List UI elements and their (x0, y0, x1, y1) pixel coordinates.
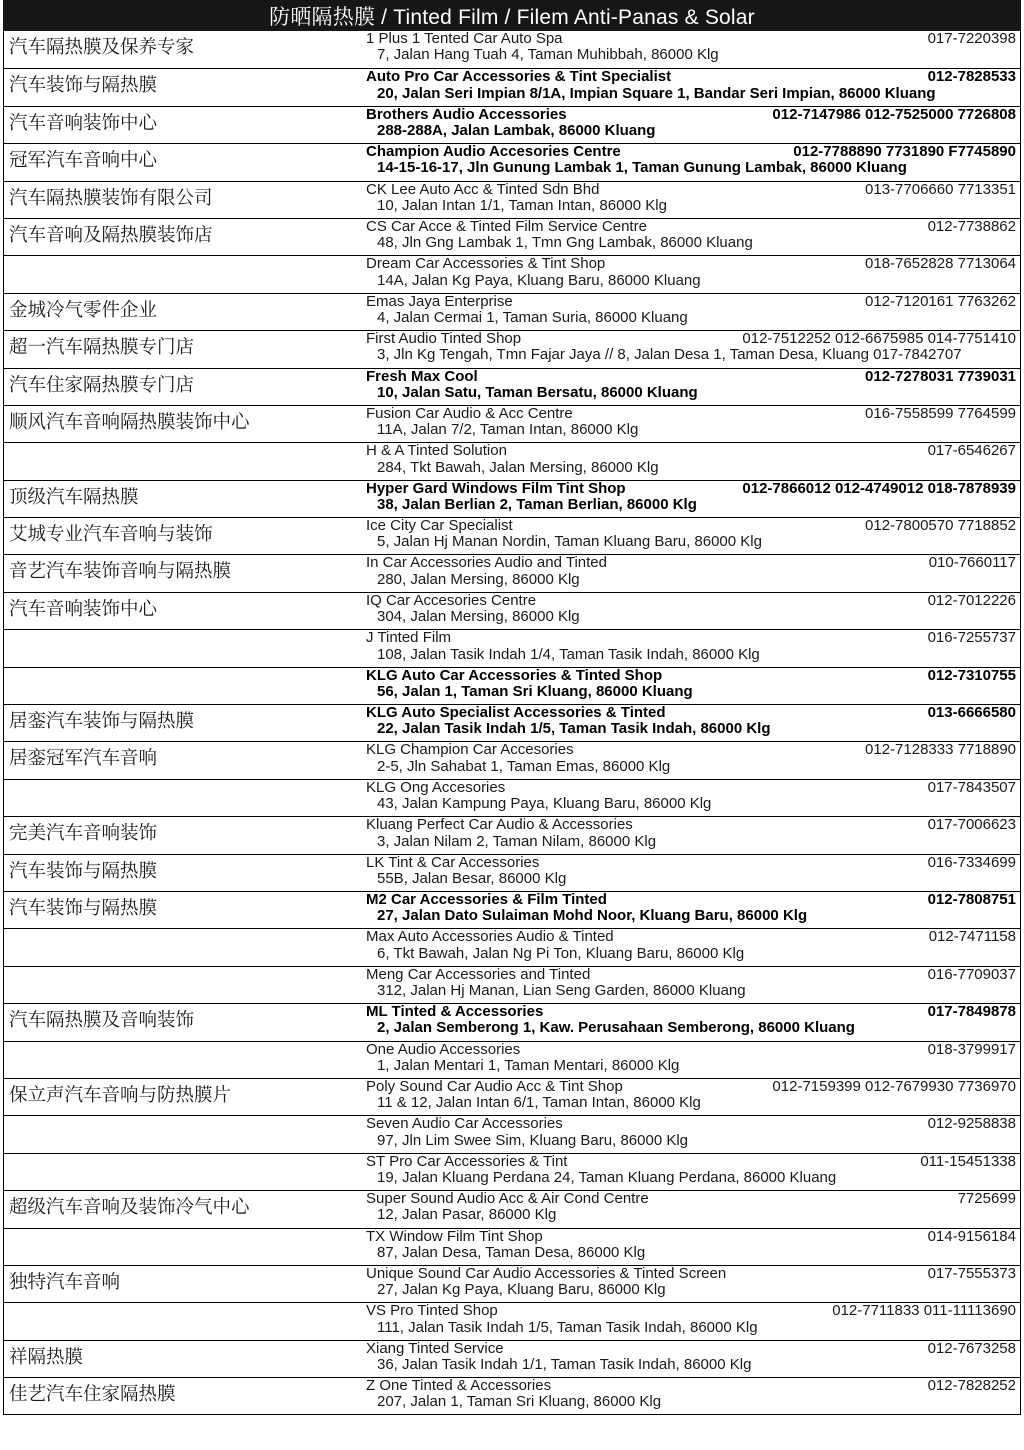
business-name: Poly Sound Car Audio Acc & Tint Shop (366, 1078, 623, 1095)
listing-row (4, 854, 1020, 891)
business-info (362, 369, 1020, 405)
listing-row (4, 293, 1020, 330)
business-info (362, 1004, 1020, 1040)
chinese-name (4, 668, 362, 704)
business-info (362, 331, 1020, 367)
business-address: 20, Jalan Seri Impian 8/1A, Impian Square 1, Bandar Seri Impian, 86000 Kluang (377, 84, 936, 102)
business-address: 312, Jalan Hj Manan, Lian Seng Garden, 86000 Kluang (377, 982, 746, 1000)
business-address: 27, Jalan Dato Sulaiman Mohd Noor, Kluang Baru, 86000 Klg (377, 907, 808, 925)
business-info (362, 1341, 1020, 1377)
phone-number: 017-7006623 (927, 817, 1016, 834)
business-name: Seven Audio Car Accessories (366, 1116, 563, 1133)
business-info (362, 31, 1020, 68)
listing-row (4, 1153, 1020, 1190)
business-name: KLG Auto Car Accessories & Tinted Shop (366, 667, 663, 684)
business-info (362, 1266, 1020, 1302)
phone-number: 012-7128333 7718890 (865, 742, 1016, 759)
listing-row (4, 1115, 1020, 1152)
phone-number: 012-7278031 7739031 (865, 368, 1016, 385)
phone-number: 012-7512252 012-6675985 014-7751410 (742, 331, 1016, 348)
business-info (362, 705, 1020, 741)
chinese-name: 超级汽车音响及装饰冷气中心 (9, 1197, 250, 1219)
business-info (362, 107, 1020, 143)
chinese-name: 冠军汽车音响中心 (9, 150, 158, 172)
chinese-name: 完美汽车音响装饰 (9, 823, 158, 845)
listing-row (4, 891, 1020, 928)
business-info (362, 1191, 1020, 1227)
listing-row (4, 143, 1020, 180)
business-address: 1, Jalan Mentari 1, Taman Mentari, 86000 Klg (377, 1056, 680, 1074)
phone-number: 014-9156184 (927, 1228, 1016, 1245)
chinese-name: 超一汽车隔热膜专门店 (9, 337, 195, 359)
business-address: 207, Jalan 1, Taman Sri Kluang, 86000 Klg (377, 1393, 662, 1411)
business-address: 5, Jalan Hj Manan Nordin, Taman Kluang Baru, 86000 Klg (377, 533, 762, 551)
business-name: M2 Car Accessories & Film Tinted (366, 891, 607, 908)
business-name: First Audio Tinted Shop (366, 331, 522, 348)
chinese-name (4, 256, 362, 292)
listing-row (4, 330, 1020, 367)
business-address: 10, Jalan Intan 1/1, Taman Intan, 86000 Klg (377, 196, 667, 214)
business-name: VS Pro Tinted Shop (366, 1303, 498, 1320)
business-name: 1 Plus 1 Tented Car Auto Spa (366, 31, 563, 47)
business-address: 10, Jalan Satu, Taman Bersatu, 86000 Kluang (377, 383, 698, 401)
business-address: 19, Jalan Kluang Perdana 24, Taman Kluang Perdana, 86000 Kluang (377, 1169, 837, 1187)
chinese-name: 顶级汽车隔热膜 (9, 486, 139, 508)
chinese-name (4, 1116, 362, 1152)
business-name: IQ Car Accesories Centre (366, 592, 537, 609)
business-name: Max Auto Accessories Audio & Tinted (366, 929, 614, 946)
listing-row (4, 218, 1020, 255)
listing-row (4, 480, 1020, 517)
directory-page (3, 0, 1021, 1415)
business-name: Hyper Gard Windows Film Tint Shop (366, 480, 626, 497)
phone-number: 012-7673258 (927, 1340, 1016, 1357)
chinese-name: 艾城专业汽车音响与装饰 (9, 524, 213, 546)
phone-number: 011-15451338 (920, 1153, 1016, 1170)
business-info (362, 929, 1020, 965)
listing-row (4, 1228, 1020, 1265)
business-name: Fusion Car Audio & Acc Centre (366, 405, 573, 422)
business-address: 36, Jalan Tasik Indah 1/1, Taman Tasik Indah, 86000 Klg (377, 1355, 752, 1373)
listing-row (4, 1377, 1020, 1414)
listing-row (4, 928, 1020, 965)
listing-row (4, 1302, 1020, 1339)
phone-number: 012-7738862 (927, 218, 1016, 235)
listing-row (4, 1041, 1020, 1078)
listing-row (4, 592, 1020, 629)
business-info (362, 182, 1020, 218)
chinese-name: 汽车隔热膜及保养专家 (9, 37, 195, 58)
listing-row (4, 442, 1020, 479)
phone-number: 7725699 (957, 1191, 1016, 1208)
chinese-name (4, 967, 362, 1003)
chinese-name: 汽车装饰与隔热膜 (9, 897, 158, 919)
business-info (362, 481, 1020, 517)
business-name: Unique Sound Car Audio Accessories & Tinted Screen (366, 1265, 727, 1282)
phone-number: 016-7709037 (927, 966, 1016, 983)
business-address: 284, Tkt Bawah, Jalan Mersing, 86000 Klg (377, 458, 659, 476)
phone-number: 018-7652828 7713064 (865, 256, 1016, 273)
business-name: CS Car Acce & Tinted Film Service Centre (366, 218, 647, 235)
business-address: 55B, Jalan Besar, 86000 Klg (377, 869, 567, 887)
phone-number: 012-7310755 (927, 667, 1016, 684)
business-name: J Tinted Film (366, 630, 452, 647)
listing-row (4, 629, 1020, 666)
business-info (362, 1116, 1020, 1152)
business-info (362, 518, 1020, 554)
business-address: 111, Jalan Tasik Indah 1/5, Taman Tasik Indah, 86000 Klg (377, 1318, 758, 1336)
phone-number: 012-7471158 (928, 929, 1016, 946)
phone-number: 016-7558599 7764599 (865, 405, 1016, 422)
business-name: Dream Car Accessories & Tint Shop (366, 256, 606, 273)
business-name: Xiang Tinted Service (366, 1340, 504, 1357)
business-info (362, 555, 1020, 591)
phone-number: 012-7012226 (927, 592, 1016, 609)
chinese-name: 汽车住家隔热膜专门店 (9, 374, 195, 396)
business-info (362, 144, 1020, 180)
chinese-name: 汽车装饰与隔热膜 (9, 860, 158, 882)
business-info (362, 1303, 1020, 1339)
business-address: 2-5, Jln Sahabat 1, Taman Emas, 86000 Klg (377, 757, 671, 775)
business-name: KLG Ong Accesories (366, 779, 506, 796)
business-name: Auto Pro Car Accessories & Tint Specialist (366, 69, 672, 86)
listing-row (4, 816, 1020, 853)
listing-row (4, 667, 1020, 704)
business-info (362, 406, 1020, 442)
business-name: Z One Tinted & Accessories (366, 1378, 552, 1395)
phone-number: 012-7711833 011-11113690 (832, 1303, 1016, 1320)
chinese-name (4, 929, 362, 965)
phone-number: 012-7147986 012-7525000 7726808 (772, 106, 1016, 123)
business-info (362, 294, 1020, 330)
business-name: KLG Champion Car Accesories (366, 742, 574, 759)
business-address: 14-15-16-17, Jln Gunung Lambak 1, Taman Gunung Lambak, 86000 Kluang (377, 159, 907, 177)
phone-number: 012-7159399 012-7679930 7736970 (772, 1078, 1016, 1095)
business-info (362, 855, 1020, 891)
business-info (362, 742, 1020, 778)
business-info (362, 256, 1020, 292)
business-name: H & A Tinted Solution (366, 443, 507, 460)
business-address: 43, Jalan Kampung Paya, Kluang Baru, 86000 Klg (377, 795, 712, 813)
business-address: 3, Jln Kg Tengah, Tmn Fajar Jaya // 8, Jalan Desa 1, Taman Desa, Kluang 017-7842707 (377, 346, 962, 364)
phone-number: 013-6666580 (927, 705, 1016, 722)
business-name: Ice City Car Specialist (366, 518, 513, 535)
business-address: 11 & 12, Jalan Intan 6/1, Taman Intan, 86000 Klg (377, 1094, 701, 1112)
chinese-name: 汽车隔热膜及音响装饰 (9, 1010, 195, 1032)
chinese-name: 独特汽车音响 (9, 1271, 121, 1293)
chinese-name (4, 443, 362, 479)
phone-number: 012-7828252 (927, 1378, 1016, 1395)
phone-number: 012-7800570 7718852 (865, 518, 1016, 535)
chinese-name: 祥隔热膜 (9, 1346, 84, 1368)
phone-number: 017-7555373 (927, 1265, 1016, 1282)
business-info (362, 780, 1020, 816)
listing-row (4, 1003, 1020, 1040)
business-address: 22, Jalan Tasik Indah 1/5, Taman Tasik Indah, 86000 Klg (377, 720, 771, 738)
listing-row (4, 106, 1020, 143)
business-info (362, 630, 1020, 666)
business-name: CK Lee Auto Acc & Tinted Sdn Bhd (366, 181, 600, 198)
business-name: One Audio Accessories (366, 1041, 521, 1058)
phone-number: 012-7120161 7763262 (865, 293, 1016, 310)
business-info (362, 892, 1020, 928)
phone-number: 012-7828533 (927, 69, 1016, 86)
business-address: 56, Jalan 1, Taman Sri Kluang, 86000 Kluang (377, 682, 693, 700)
business-address: 87, Jalan Desa, Taman Desa, 86000 Klg (377, 1243, 646, 1261)
chinese-name: 居銮冠军汽车音响 (9, 748, 158, 770)
listing-row (4, 1190, 1020, 1227)
chinese-name: 保立声汽车音响与防热膜片 (9, 1084, 232, 1106)
business-address: 97, Jln Lim Swee Sim, Kluang Baru, 86000 Klg (377, 1131, 689, 1149)
chinese-name: 顺风汽车音响隔热膜装饰中心 (9, 411, 250, 433)
listing-row (4, 31, 1020, 68)
business-address: 2, Jalan Semberong 1, Kaw. Perusahaan Semberong, 86000 Kluang (377, 1019, 855, 1037)
business-address: 11A, Jalan 7/2, Taman Intan, 86000 Klg (377, 421, 639, 439)
phone-number: 012-7866012 012-4749012 018-7878939 (742, 480, 1016, 497)
business-name: Emas Jaya Enterprise (366, 293, 513, 310)
business-address: 38, Jalan Berlian 2, Taman Berlian, 86000 Klg (377, 495, 697, 513)
business-name: Super Sound Audio Acc & Air Cond Centre (366, 1191, 649, 1208)
phone-number: 012-7808751 (927, 891, 1016, 908)
business-info (362, 69, 1020, 105)
listing-row (4, 1340, 1020, 1377)
business-name: In Car Accessories Audio and Tinted (366, 555, 607, 572)
business-address: 304, Jalan Mersing, 86000 Klg (377, 608, 580, 626)
chinese-name: 汽车隔热膜装饰有限公司 (9, 187, 213, 209)
business-name: Meng Car Accessories and Tinted (366, 966, 591, 983)
chinese-name (4, 1303, 362, 1339)
section-title: 防晒隔热膜 / Tinted Film / Filem Anti-Panas & Solar (269, 5, 755, 29)
business-info (362, 1079, 1020, 1115)
listing-row (4, 68, 1020, 105)
business-info (362, 593, 1020, 629)
business-address: 4, Jalan Cermai 1, Taman Suria, 86000 Kluang (377, 309, 688, 327)
phone-number: 017-7220398 (927, 31, 1016, 47)
chinese-name (4, 1229, 362, 1265)
business-address: 7, Jalan Hang Tuah 4, Taman Muhibbah, 86000 Klg (377, 46, 719, 64)
phone-number: 017-7843507 (927, 779, 1016, 796)
business-address: 27, Jalan Kg Paya, Kluang Baru, 86000 Klg (377, 1281, 666, 1299)
chinese-name: 汽车音响装饰中心 (9, 112, 158, 134)
business-info (362, 817, 1020, 853)
listing-row (4, 368, 1020, 405)
phone-number: 016-7334699 (927, 854, 1016, 871)
business-address: 280, Jalan Mersing, 86000 Klg (377, 570, 580, 588)
listing-row (4, 741, 1020, 778)
listing-row (4, 966, 1020, 1003)
phone-number: 017-6546267 (927, 443, 1016, 460)
business-info (362, 967, 1020, 1003)
chinese-name: 居銮汽车装饰与隔热膜 (9, 711, 195, 733)
chinese-name (4, 1042, 362, 1078)
listing-row (4, 517, 1020, 554)
business-info (362, 1378, 1020, 1414)
chinese-name: 音艺汽车装饰音响与隔热膜 (9, 561, 232, 583)
chinese-name: 汽车装饰与隔热膜 (9, 75, 158, 97)
listing-row (4, 181, 1020, 218)
business-info (362, 1229, 1020, 1265)
business-info (362, 219, 1020, 255)
business-name: Champion Audio Accesories Centre (366, 144, 621, 161)
listing-row (4, 554, 1020, 591)
chinese-name: 汽车音响及隔热膜装饰店 (9, 224, 213, 246)
business-info (362, 1042, 1020, 1078)
business-address: 12, Jalan Pasar, 86000 Klg (377, 1206, 557, 1224)
business-address: 14A, Jalan Kg Paya, Kluang Baru, 86000 Kluang (377, 271, 701, 289)
listing-row (4, 405, 1020, 442)
business-name: LK Tint & Car Accessories (366, 854, 540, 871)
listing-row (4, 779, 1020, 816)
chinese-name (4, 1154, 362, 1190)
phone-number: 012-7788890 7731890 F7745890 (793, 144, 1016, 161)
listing-row (4, 1265, 1020, 1302)
business-address: 3, Jalan Nilam 2, Taman Nilam, 86000 Klg (377, 832, 657, 850)
business-name: Fresh Max Cool (366, 368, 478, 385)
business-address: 6, Tkt Bawah, Jalan Ng Pi Ton, Kluang Baru, 86000 Klg (377, 944, 745, 962)
listing-table (3, 31, 1021, 1415)
chinese-name: 佳艺汽车住家隔热膜 (9, 1384, 176, 1406)
business-address: 108, Jalan Tasik Indah 1/4, Taman Tasik Indah, 86000 Klg (377, 645, 760, 663)
business-name: Kluang Perfect Car Audio & Accessories (366, 817, 633, 834)
listing-row (4, 1078, 1020, 1115)
phone-number: 018-3799917 (927, 1041, 1016, 1058)
business-name: ML Tinted & Accessories (366, 1004, 544, 1021)
business-name: ST Pro Car Accessories & Tint (366, 1153, 568, 1170)
chinese-name: 汽车音响装饰中心 (9, 598, 158, 620)
business-info (362, 1154, 1020, 1190)
business-name: KLG Auto Specialist Accessories & Tinted (366, 705, 666, 722)
business-name: TX Window Film Tint Shop (366, 1228, 543, 1245)
listing-row (4, 255, 1020, 292)
chinese-name (4, 780, 362, 816)
business-info (362, 668, 1020, 704)
business-address: 288-288A, Jalan Lambak, 86000 Kluang (377, 122, 656, 140)
section-header (3, 0, 1021, 31)
business-info (362, 443, 1020, 479)
business-name: Brothers Audio Accessories (366, 106, 567, 123)
business-address: 48, Jln Gng Lambak 1, Tmn Gng Lambak, 86000 Kluang (377, 234, 753, 252)
phone-number: 013-7706660 7713351 (865, 181, 1016, 198)
chinese-name: 金城冷气零件企业 (9, 299, 158, 321)
phone-number: 010-7660117 (928, 555, 1016, 572)
phone-number: 016-7255737 (927, 630, 1016, 647)
phone-number: 012-9258838 (927, 1116, 1016, 1133)
phone-number: 017-7849878 (927, 1004, 1016, 1021)
chinese-name (4, 630, 362, 666)
listing-row (4, 704, 1020, 741)
